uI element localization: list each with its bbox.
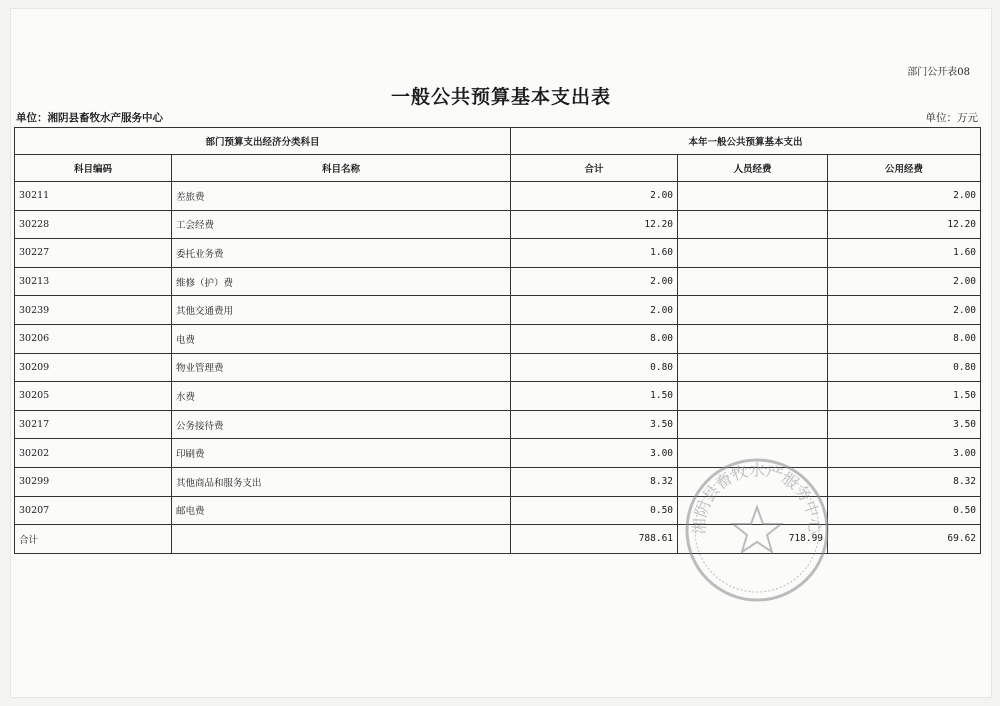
cell-personnel bbox=[678, 496, 828, 525]
table-row bbox=[15, 467, 981, 496]
total-public: 69.62 bbox=[828, 525, 981, 554]
total-name-cell bbox=[172, 525, 511, 554]
column-header-code: 科目编码 bbox=[15, 155, 172, 182]
cell-name: 其他交通费用 bbox=[172, 296, 511, 325]
cell-total: 0.50 bbox=[511, 496, 678, 525]
cell-total: 1.50 bbox=[511, 382, 678, 411]
cell-name: 电费 bbox=[172, 324, 511, 353]
cell-total: 3.50 bbox=[511, 410, 678, 439]
cell-public: 0.80 bbox=[828, 353, 981, 382]
column-header-name: 科目名称 bbox=[172, 155, 511, 182]
total-amount: 788.61 bbox=[511, 525, 678, 554]
cell-code: 30299 bbox=[15, 467, 172, 496]
cell-public: 3.50 bbox=[828, 410, 981, 439]
budget-table bbox=[14, 127, 981, 554]
cell-public: 2.00 bbox=[828, 296, 981, 325]
form-code: 部门公开表08 bbox=[907, 67, 970, 78]
table-row bbox=[15, 439, 981, 468]
cell-personnel bbox=[678, 439, 828, 468]
cell-public: 0.50 bbox=[828, 496, 981, 525]
cell-code: 30227 bbox=[15, 239, 172, 268]
table-row bbox=[15, 239, 981, 268]
cell-name: 差旅费 bbox=[172, 182, 511, 211]
cell-name: 其他商品和服务支出 bbox=[172, 467, 511, 496]
cell-personnel bbox=[678, 182, 828, 211]
table-row bbox=[15, 210, 981, 239]
cell-total: 8.32 bbox=[511, 467, 678, 496]
cell-public: 2.00 bbox=[828, 182, 981, 211]
table-column-header-row bbox=[15, 155, 981, 182]
cell-public: 3.00 bbox=[828, 439, 981, 468]
cell-code: 30239 bbox=[15, 296, 172, 325]
cell-total: 3.00 bbox=[511, 439, 678, 468]
cell-total: 2.00 bbox=[511, 182, 678, 211]
column-header-personnel: 人员经费 bbox=[678, 155, 828, 182]
cell-name: 工会经费 bbox=[172, 210, 511, 239]
total-label: 合计 bbox=[15, 525, 172, 554]
cell-total: 1.60 bbox=[511, 239, 678, 268]
table-row bbox=[15, 382, 981, 411]
cell-code: 30213 bbox=[15, 267, 172, 296]
cell-public: 1.50 bbox=[828, 382, 981, 411]
cell-name: 水费 bbox=[172, 382, 511, 411]
table-row bbox=[15, 324, 981, 353]
group-header-right: 本年一般公共预算基本支出 bbox=[511, 128, 981, 155]
cell-total: 8.00 bbox=[511, 324, 678, 353]
column-header-public: 公用经费 bbox=[828, 155, 981, 182]
cell-name: 维修（护）费 bbox=[172, 267, 511, 296]
cell-personnel bbox=[678, 210, 828, 239]
cell-name: 公务接待费 bbox=[172, 410, 511, 439]
cell-personnel bbox=[678, 239, 828, 268]
table-row bbox=[15, 182, 981, 211]
page-title: 一般公共预算基本支出表 bbox=[390, 86, 611, 108]
cell-personnel bbox=[678, 467, 828, 496]
cell-total: 2.00 bbox=[511, 267, 678, 296]
table-body bbox=[15, 182, 981, 525]
unit-label-right: 单位：万元 bbox=[925, 112, 978, 124]
group-header-left: 部门预算支出经济分类科目 bbox=[15, 128, 511, 155]
cell-name: 印刷费 bbox=[172, 439, 511, 468]
cell-code: 30205 bbox=[15, 382, 172, 411]
cell-code: 30217 bbox=[15, 410, 172, 439]
cell-personnel bbox=[678, 353, 828, 382]
cell-code: 30202 bbox=[15, 439, 172, 468]
total-personnel: 718.99 bbox=[678, 525, 828, 554]
table-row bbox=[15, 267, 981, 296]
unit-label-left: 单位：湘阴县畜牧水产服务中心 bbox=[16, 112, 163, 124]
table-row bbox=[15, 496, 981, 525]
cell-public: 8.00 bbox=[828, 324, 981, 353]
cell-personnel bbox=[678, 382, 828, 411]
table-total-row bbox=[15, 525, 981, 554]
table-group-header-row bbox=[15, 128, 981, 155]
cell-code: 30206 bbox=[15, 324, 172, 353]
cell-public: 2.00 bbox=[828, 267, 981, 296]
cell-total: 12.20 bbox=[511, 210, 678, 239]
table-row bbox=[15, 410, 981, 439]
cell-personnel bbox=[678, 296, 828, 325]
seal-text: 湘阴县畜牧水产服务中心 bbox=[689, 460, 825, 535]
cell-public: 12.20 bbox=[828, 210, 981, 239]
cell-personnel bbox=[678, 410, 828, 439]
cell-code: 30207 bbox=[15, 496, 172, 525]
table-row bbox=[15, 296, 981, 325]
cell-personnel bbox=[678, 324, 828, 353]
cell-code: 30228 bbox=[15, 210, 172, 239]
cell-code: 30211 bbox=[15, 182, 172, 211]
cell-total: 2.00 bbox=[511, 296, 678, 325]
column-header-total: 合计 bbox=[511, 155, 678, 182]
table-row bbox=[15, 353, 981, 382]
cell-public: 8.32 bbox=[828, 467, 981, 496]
cell-name: 物业管理费 bbox=[172, 353, 511, 382]
cell-name: 委托业务费 bbox=[172, 239, 511, 268]
cell-name: 邮电费 bbox=[172, 496, 511, 525]
cell-personnel bbox=[678, 267, 828, 296]
cell-total: 0.80 bbox=[511, 353, 678, 382]
cell-public: 1.60 bbox=[828, 239, 981, 268]
cell-code: 30209 bbox=[15, 353, 172, 382]
